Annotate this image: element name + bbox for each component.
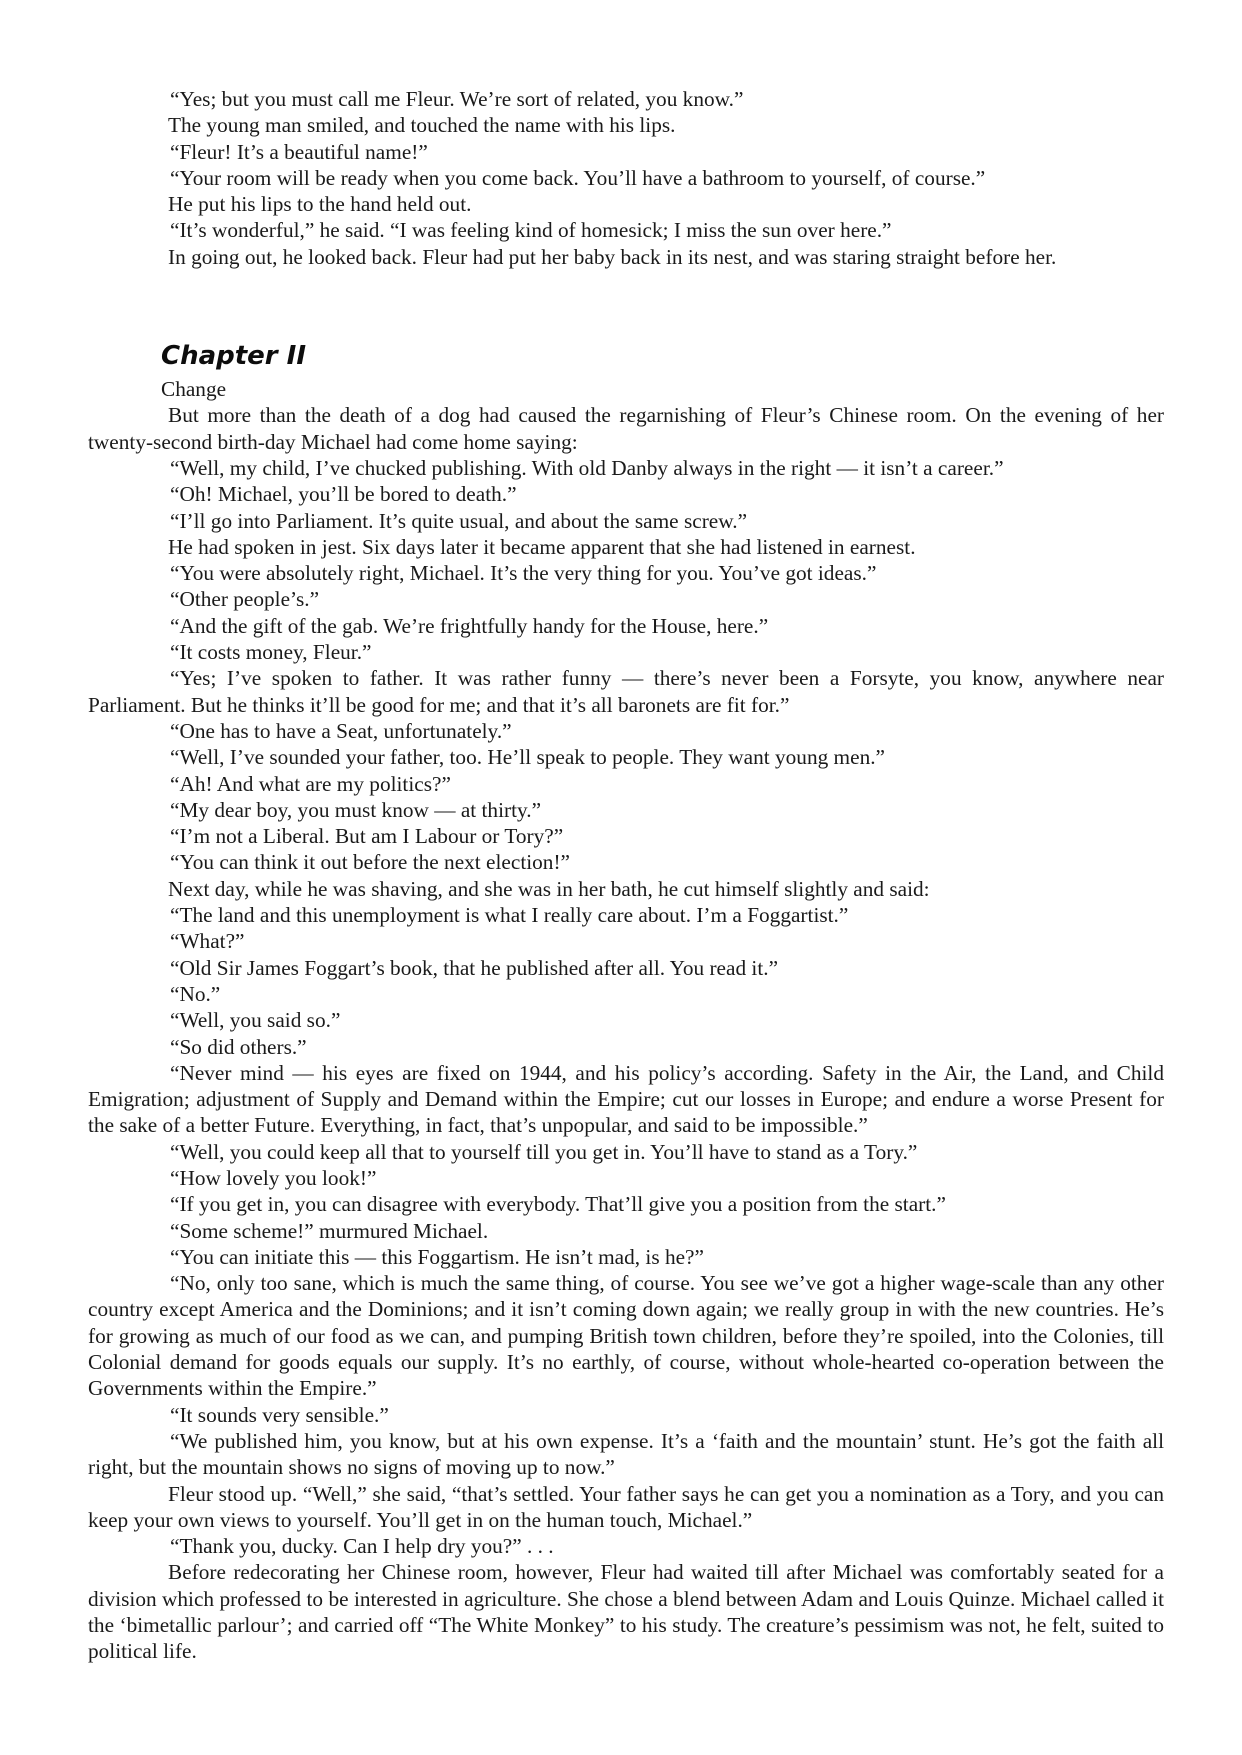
paragraph: “And the gift of the gab. We’re frightfully handy for the House, here.” xyxy=(170,613,769,638)
chapter-title: Chapter II xyxy=(161,341,307,372)
paragraph: “We published him, you know, but at his own expense. It’s a ‘faith and the mountain’ stunt. He’s got the faith all right, but the mountain shows no signs of moving up to now.” xyxy=(88,1428,1164,1480)
paragraph: “Other people’s.” xyxy=(170,587,320,612)
paragraph: Next day, while he was shaving, and she was in her bath, he cut himself slightly and said: xyxy=(168,876,930,901)
section-gap xyxy=(88,270,1164,339)
paragraph: “It’s wonderful,” he said. “I was feeling kind of homesick; I miss the sun over here.” xyxy=(170,218,892,243)
paragraph: “How lovely you look!” xyxy=(170,1165,377,1190)
paragraph: “No, only too sane, which is much the same thing, of course. You see we’ve got a higher wage-scale than any other country except America and the Dominions; and it isn’t coming down again; we really group in with the new countries. He’s for growing as much of our food as we can, and pumping British town children, before they’re spoiled, into the Colonies, till Colonial demand for goods equals our supply. It’s no earthly, of course, without whole-hearted co-operation between the Governments within the Empire.” xyxy=(88,1271,1164,1401)
paragraph: “What?” xyxy=(170,929,245,954)
paragraph: “My dear boy, you must know — at thirty.” xyxy=(170,797,542,822)
paragraph: “Well, I’ve sounded your father, too. He’ll speak to people. They want young men.” xyxy=(170,745,886,770)
paragraph: “Never mind — his eyes are fixed on 1944, and his policy’s according. Safety in the Air, the Land, and Child Emigration; adjustment of Supply and Demand within the Empire; cut our losses in Europe; and endure a worse Present for the sake of a better Future. Everything, in fact, that’s unpopular, and said to be impossible.” xyxy=(88,1060,1164,1138)
paragraph: “Well, my child, I’ve chucked publishing. With old Danby always in the right — it isn’t a career.” xyxy=(170,455,1004,480)
paragraph: Fleur stood up. “Well,” she said, “that’s settled. Your father says he can get you a nomination as a Tory, and you can keep your own views to yourself. You’ll get in on the human touch, Michael.” xyxy=(88,1481,1164,1532)
paragraph: “Fleur! It’s a beautiful name!” xyxy=(170,139,428,164)
paragraph: “I’ll go into Parliament. It’s quite usual, and about the same screw.” xyxy=(170,508,748,533)
paragraph: “Ah! And what are my politics?” xyxy=(170,771,451,796)
paragraph: “No.” xyxy=(170,981,221,1006)
document-page xyxy=(88,86,1164,1665)
chapter-subtitle: Change xyxy=(161,377,227,402)
paragraph: “So did others.” xyxy=(170,1034,307,1059)
intro-section xyxy=(88,86,1164,270)
paragraph: “You can initiate this — this Foggartism. He isn’t mad, is he?” xyxy=(170,1244,704,1269)
paragraph: “Thank you, ducky. Can I help dry you?” . . . xyxy=(170,1534,554,1559)
paragraph: “Old Sir James Foggart’s book, that he published after all. You read it.” xyxy=(170,955,779,980)
paragraph: “Oh! Michael, you’ll be bored to death.” xyxy=(170,482,517,507)
paragraph: “You were absolutely right, Michael. It’s the very thing for you. You’ve got ideas.” xyxy=(170,561,877,586)
paragraph: The young man smiled, and touched the name with his lips. xyxy=(168,113,676,138)
paragraph: “It costs money, Fleur.” xyxy=(170,640,372,665)
paragraph: But more than the death of a dog had caused the regarnishing of Fleur’s Chinese room. On the evening of her twenty-second birth-day Michael had come home saying: xyxy=(88,403,1164,454)
chapter-body xyxy=(88,402,1164,1664)
paragraph: “The land and this unemployment is what I really care about. I’m a Foggartist.” xyxy=(170,903,849,928)
paragraph: He put his lips to the hand held out. xyxy=(168,192,472,217)
paragraph: “It sounds very sensible.” xyxy=(170,1402,389,1427)
paragraph: “Well, you could keep all that to yourself till you get in. You’ll have to stand as a Tory.” xyxy=(170,1139,918,1164)
paragraph: Before redecorating her Chinese room, however, Fleur had waited till after Michael was comfortably seated for a division which professed to be interested in agriculture. She chose a blend between Adam and Louis Quinze. Michael called it the ‘bimetallic parlour’; and carried off “The White Monkey” to his study. The creature’s pessimism was not, he felt, suited to political life. xyxy=(88,1560,1164,1664)
paragraph: “One has to have a Seat, unfortunately.” xyxy=(170,718,512,743)
paragraph: He had spoken in jest. Six days later it became apparent that she had listened in earnest. xyxy=(168,534,916,559)
paragraph: “Yes; I’ve spoken to father. It was rather funny — there’s never been a Forsyte, you know, anywhere near Parliament. But he thinks it’ll be good for me; and that it’s all baronets are fit for.” xyxy=(88,666,1164,717)
paragraph: “Well, you said so.” xyxy=(170,1008,341,1033)
paragraph: “I’m not a Liberal. But am I Labour or Tory?” xyxy=(170,824,564,849)
paragraph: “Some scheme!” murmured Michael. xyxy=(170,1218,489,1243)
paragraph: “Yes; but you must call me Fleur. We’re sort of related, you know.” xyxy=(170,87,744,111)
paragraph: “You can think it out before the next election!” xyxy=(170,850,570,875)
paragraph: “Your room will be ready when you come back. You’ll have a bathroom to yourself, of course.” xyxy=(170,165,986,190)
paragraph: “If you get in, you can disagree with everybody. That’ll give you a position from the start.” xyxy=(170,1192,946,1217)
paragraph: In going out, he looked back. Fleur had put her baby back in its nest, and was staring straight before her. xyxy=(168,244,1057,269)
